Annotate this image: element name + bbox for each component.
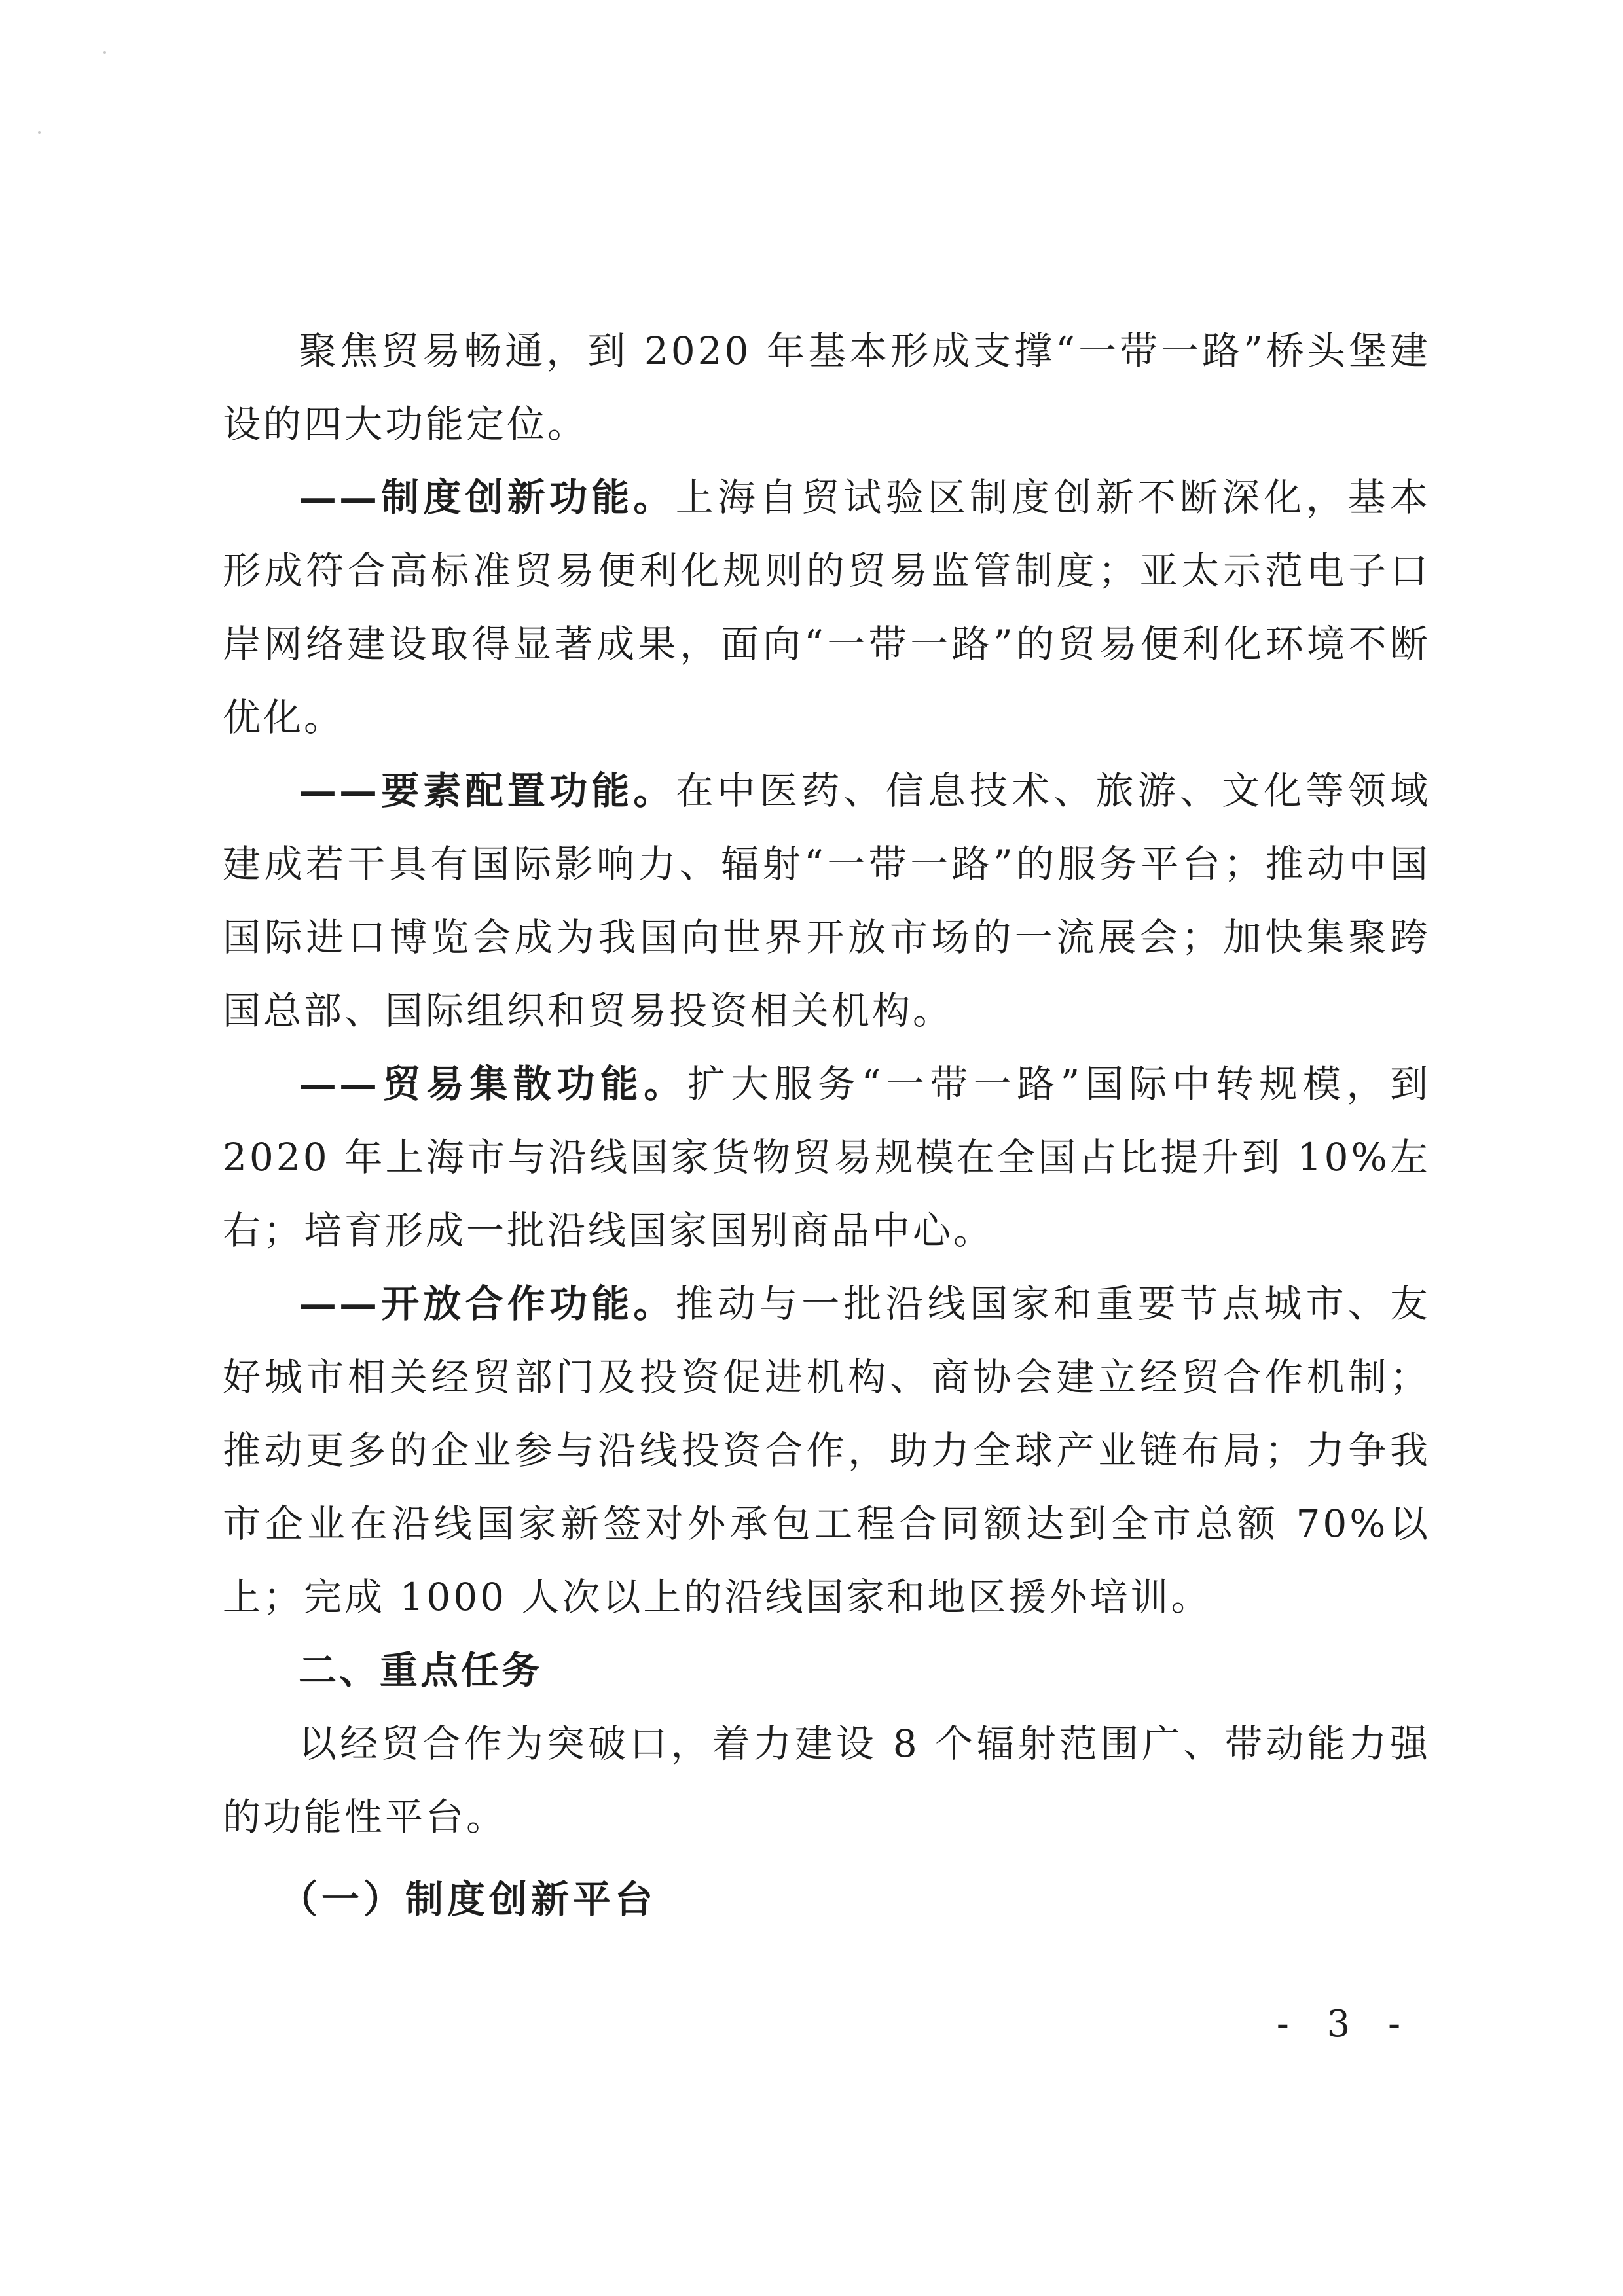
paragraph-lead: ——开放合作功能。 [299,1282,676,1326]
function-paragraph-trade-distribution [223,1047,1431,1267]
section-heading: 二、重点任务 [299,1648,543,1693]
paragraph-lead: ——制度创新功能。 [299,475,676,520]
scan-speck [38,131,41,134]
paragraph-text: 扩大服务“一带一路”国际中转规模，到 2020 年上海市与沿线国家货物贸易规模在全国占比提升到 10%左右；培育形成一批沿线国家国别商品中心。 [223,1062,1431,1253]
paragraph-text: 在中医药、信息技术、旅游、文化等领域建成若干具有国际影响力、辐射“一带一路”的服务平台；推动中国国际进口博览会成为我国向世界开放市场的一流展会；加快集聚跨国总部、国际组织和贸易投资相关机构。 [223,768,1431,1033]
paragraph-text: 推动与一批沿线国家和重要节点城市、友好城市相关经贸部门及投资促进机构、商协会建立经贸合作机制；推动更多的企业参与沿线投资合作，助力全球产业链布局；力争我市企业在沿线国家新签对外承包工程合同额达到全市总额 70%以上；完成 1000 人次以上的沿线国家和地区援外培训。 [223,1282,1431,1619]
scan-speck [103,51,106,54]
function-paragraph-open-cooperation [223,1267,1431,1634]
subsection-heading: （一）制度创新平台 [280,1877,657,1922]
section-intro-paragraph: 以经贸合作为突破口，着力建设 8 个辐射范围广、带动能力强的功能性平台。 [223,1721,1431,1839]
paragraph-text: 聚焦贸易畅通，到 2020 年基本形成支撑“一带一路”桥头堡建设的四大功能定位。 [223,329,1431,446]
paragraph-text: 上海自贸试验区制度创新不断深化，基本形成符合高标准贸易便利化规则的贸易监管制度；亚太示范电子口岸网络建设取得显著成果，面向“一带一路”的贸易便利化环境不断优化。 [223,475,1431,740]
page-number: - 3 - [1276,2003,1413,2045]
function-paragraph-institutional-innovation [223,461,1431,754]
document-body [223,314,1431,1945]
paragraph-lead: ——贸易集散功能。 [299,1062,687,1106]
paragraph-lead: ——要素配置功能。 [299,768,676,813]
intro-paragraph [223,314,1431,461]
function-paragraph-factor-allocation [223,754,1431,1047]
